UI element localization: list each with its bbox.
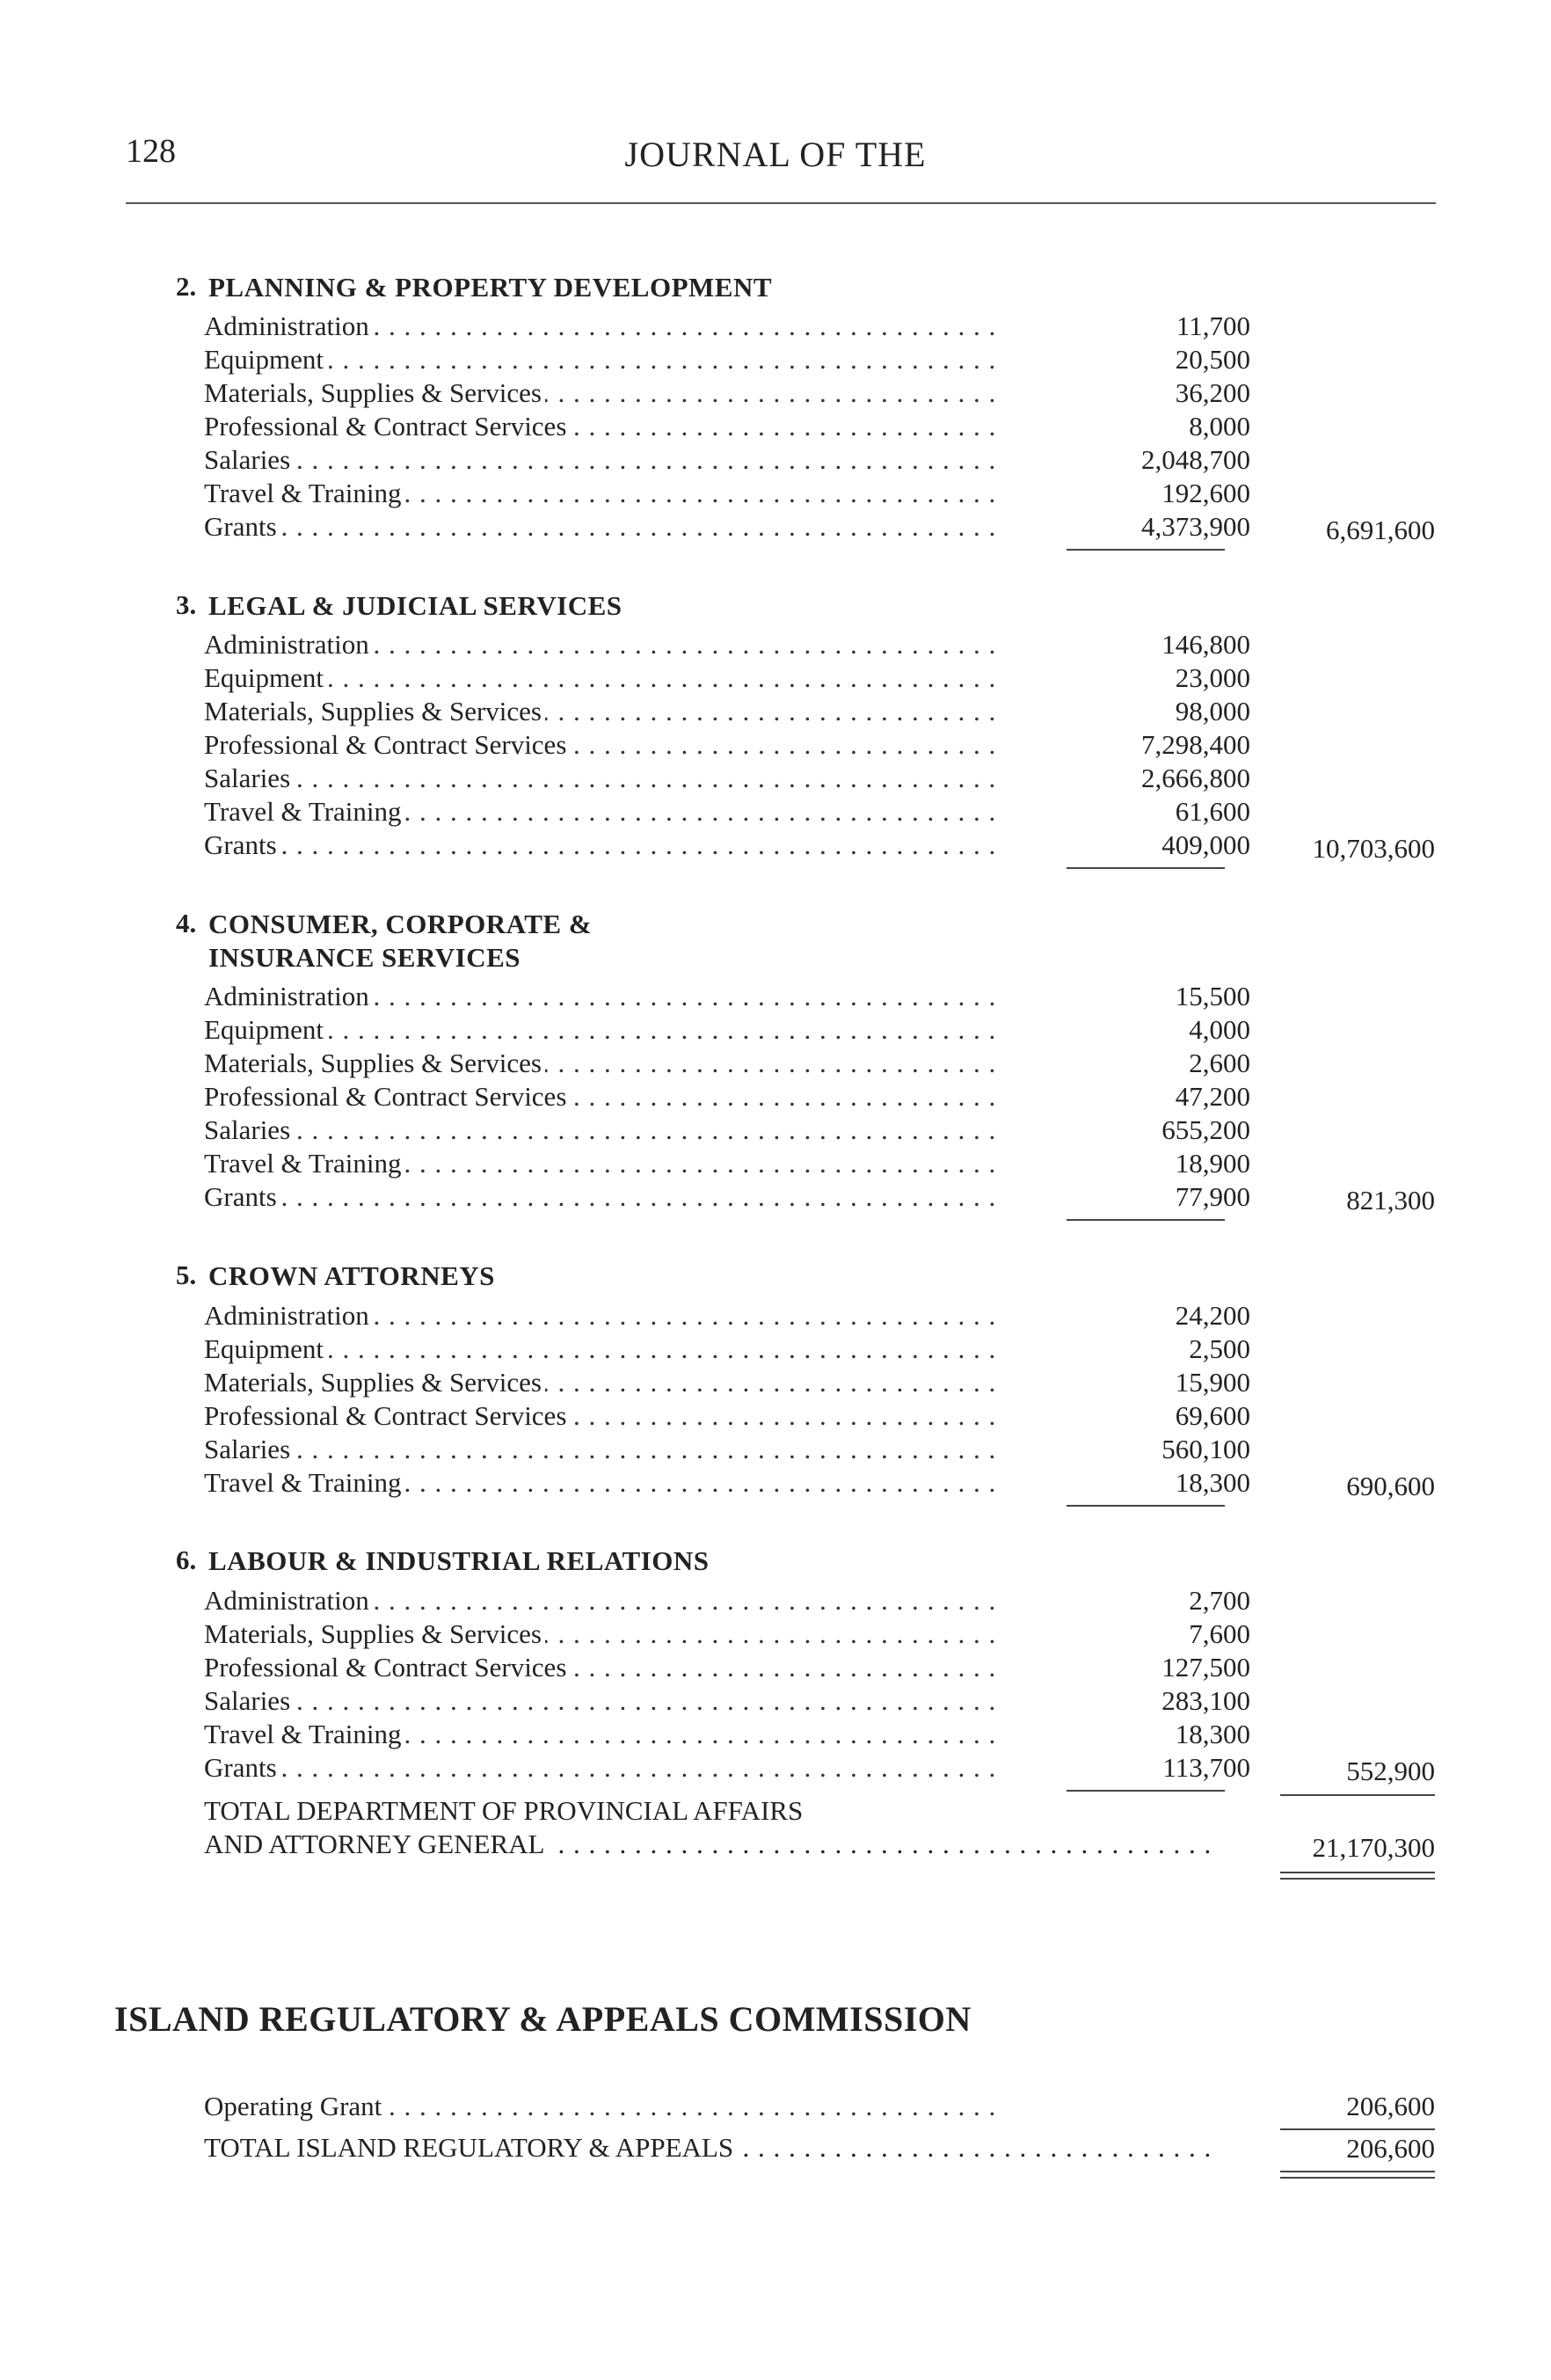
page-header bbox=[0, 132, 1551, 185]
item-amount: 283,100 bbox=[1161, 1685, 1250, 1716]
section-total: 552,900 bbox=[1346, 1756, 1435, 1786]
section-total: 690,600 bbox=[1346, 1471, 1435, 1501]
item-label: Equipment bbox=[204, 344, 327, 375]
line-item bbox=[204, 796, 1470, 829]
department-total-label-line2: AND ATTORNEY GENERAL bbox=[204, 1829, 549, 1859]
section-total: 821,300 bbox=[1346, 1185, 1435, 1216]
item-label: Equipment bbox=[204, 662, 327, 693]
item-amount: 15,500 bbox=[1175, 981, 1250, 1011]
subtotal-rule bbox=[1067, 1790, 1225, 1792]
line-item bbox=[204, 411, 1470, 444]
item-label: Professional & Contract Services bbox=[204, 1081, 570, 1112]
subtotal-rule bbox=[1067, 549, 1225, 551]
item-amount: 127,500 bbox=[1161, 1652, 1250, 1683]
section-total: 6,691,600 bbox=[1326, 515, 1435, 545]
section-title bbox=[208, 908, 592, 975]
item-amount: 24,200 bbox=[1175, 1300, 1250, 1331]
section-title: PLANNING & PROPERTY DEVELOPMENT bbox=[208, 272, 773, 303]
item-label: Equipment bbox=[204, 1333, 327, 1364]
item-label: Materials, Supplies & Services bbox=[204, 1048, 545, 1078]
section-number: 2. bbox=[176, 271, 197, 302]
item-label: Grants bbox=[204, 1752, 280, 1783]
section-number: 3. bbox=[176, 589, 197, 620]
item-label: Salaries bbox=[204, 1114, 294, 1145]
line-item bbox=[204, 1014, 1470, 1048]
line-item bbox=[204, 344, 1470, 377]
item-label: Grants bbox=[204, 829, 280, 860]
line-item bbox=[204, 1719, 1470, 1752]
double-rule bbox=[1280, 2171, 1435, 2179]
item-label: Administration bbox=[204, 310, 373, 341]
item-label: Professional & Contract Services bbox=[204, 729, 570, 760]
item-label: Grants bbox=[204, 511, 280, 542]
section-title: CROWN ATTORNEYS bbox=[208, 1260, 495, 1291]
item-label: Equipment bbox=[204, 1014, 327, 1045]
item-amount: 18,900 bbox=[1175, 1148, 1250, 1179]
line-item bbox=[204, 763, 1470, 796]
line-item bbox=[204, 1048, 1470, 1081]
item-label: Administration bbox=[204, 1300, 373, 1331]
item-label: Travel & Training bbox=[204, 1148, 405, 1179]
line-item bbox=[204, 1652, 1470, 1685]
line-item bbox=[204, 1114, 1470, 1148]
item-label: Salaries bbox=[204, 1685, 294, 1716]
commission-title: ISLAND REGULATORY & APPEALS COMMISSION bbox=[114, 1999, 972, 2039]
item-amount: 36,200 bbox=[1175, 377, 1250, 408]
line-item bbox=[204, 310, 1470, 344]
item-amount: 15,900 bbox=[1175, 1367, 1250, 1398]
item-label: Salaries bbox=[204, 444, 294, 475]
line-item bbox=[204, 1618, 1470, 1652]
item-label: Materials, Supplies & Services bbox=[204, 377, 545, 408]
item-amount: 409,000 bbox=[1161, 829, 1250, 860]
section-title-line: CONSUMER, CORPORATE & bbox=[208, 909, 593, 939]
item-amount: 4,373,900 bbox=[1141, 511, 1250, 542]
department-total-amount: 21,170,300 bbox=[1312, 1832, 1435, 1863]
department-total-label-line1: TOTAL DEPARTMENT OF PROVINCIAL AFFAIRS bbox=[204, 1795, 804, 1826]
item-amount: 77,900 bbox=[1175, 1181, 1250, 1212]
line-item bbox=[204, 444, 1470, 478]
item-label: Salaries bbox=[204, 763, 294, 793]
item-amount: 47,200 bbox=[1175, 1081, 1250, 1112]
commission-total-amount: 206,600 bbox=[1346, 2133, 1435, 2164]
section-number: 5. bbox=[176, 1259, 197, 1290]
section-title: LEGAL & JUDICIAL SERVICES bbox=[208, 590, 623, 621]
subtotal-rule bbox=[1067, 867, 1225, 869]
line-item bbox=[204, 1148, 1470, 1181]
line-item bbox=[204, 662, 1470, 696]
item-label: Travel & Training bbox=[204, 478, 405, 508]
line-item bbox=[204, 377, 1470, 411]
line-item bbox=[204, 1434, 1470, 1467]
line-item bbox=[204, 478, 1470, 511]
item-amount: 560,100 bbox=[1161, 1434, 1250, 1464]
item-amount: 18,300 bbox=[1175, 1719, 1250, 1749]
item-amount: 2,600 bbox=[1189, 1048, 1250, 1078]
line-item bbox=[204, 1300, 1470, 1333]
page-number: 128 bbox=[126, 133, 176, 170]
item-label: Materials, Supplies & Services bbox=[204, 1618, 545, 1649]
subtotal-rule bbox=[1067, 1219, 1225, 1221]
item-label: Administration bbox=[204, 981, 373, 1011]
commission-total-label: TOTAL ISLAND REGULATORY & APPEALS bbox=[204, 2132, 737, 2163]
item-label: Salaries bbox=[204, 1434, 294, 1464]
line-item bbox=[204, 1685, 1470, 1719]
item-amount: 8,000 bbox=[1189, 411, 1250, 442]
line-item bbox=[204, 1367, 1470, 1400]
item-amount: 192,600 bbox=[1161, 478, 1250, 508]
double-rule bbox=[1280, 1872, 1435, 1880]
item-label: Professional & Contract Services bbox=[204, 1652, 570, 1683]
section-total: 10,703,600 bbox=[1312, 833, 1435, 864]
section-number: 4. bbox=[176, 908, 197, 938]
line-item bbox=[204, 1081, 1470, 1114]
section-title-line: INSURANCE SERVICES bbox=[208, 942, 521, 973]
item-label: Travel & Training bbox=[204, 1467, 405, 1498]
line-item bbox=[204, 981, 1470, 1014]
item-amount: 23,000 bbox=[1175, 662, 1250, 693]
item-label: Materials, Supplies & Services bbox=[204, 696, 545, 726]
line-item bbox=[204, 1400, 1470, 1434]
line-item bbox=[204, 696, 1470, 729]
item-amount: 2,700 bbox=[1189, 1585, 1250, 1616]
running-head: JOURNAL OF THE bbox=[624, 135, 927, 174]
item-amount: 7,298,400 bbox=[1141, 729, 1250, 760]
operating-grant-amount: 206,600 bbox=[1346, 2091, 1435, 2121]
item-amount: 4,000 bbox=[1189, 1014, 1250, 1045]
total-rule bbox=[1280, 2128, 1435, 2130]
item-label: Travel & Training bbox=[204, 796, 405, 827]
operating-grant-label: Operating Grant bbox=[204, 2091, 385, 2121]
item-amount: 655,200 bbox=[1161, 1114, 1250, 1145]
item-label: Grants bbox=[204, 1181, 280, 1212]
header-rule bbox=[126, 202, 1436, 204]
item-amount: 61,600 bbox=[1175, 796, 1250, 827]
item-label: Administration bbox=[204, 629, 373, 660]
item-label: Travel & Training bbox=[204, 1719, 405, 1749]
item-label: Professional & Contract Services bbox=[204, 1400, 570, 1431]
item-label: Materials, Supplies & Services bbox=[204, 1367, 545, 1398]
subtotal-rule bbox=[1067, 1505, 1225, 1507]
line-item bbox=[204, 629, 1470, 662]
section-title: LABOUR & INDUSTRIAL RELATIONS bbox=[208, 1545, 710, 1576]
total-rule bbox=[1280, 1794, 1435, 1796]
item-amount: 2,666,800 bbox=[1141, 763, 1250, 793]
line-item bbox=[204, 1585, 1470, 1618]
item-amount: 20,500 bbox=[1175, 344, 1250, 375]
item-amount: 2,048,700 bbox=[1141, 444, 1250, 475]
item-amount: 113,700 bbox=[1162, 1752, 1250, 1783]
item-amount: 69,600 bbox=[1175, 1400, 1250, 1431]
item-amount: 7,600 bbox=[1189, 1618, 1250, 1649]
item-label: Administration bbox=[204, 1585, 373, 1616]
line-item bbox=[204, 729, 1470, 763]
item-amount: 2,500 bbox=[1189, 1333, 1250, 1364]
section-number: 6. bbox=[176, 1544, 197, 1575]
line-item bbox=[204, 1333, 1470, 1367]
item-amount: 98,000 bbox=[1175, 696, 1250, 726]
item-amount: 18,300 bbox=[1175, 1467, 1250, 1498]
item-amount: 11,700 bbox=[1176, 310, 1250, 341]
item-label: Professional & Contract Services bbox=[204, 411, 570, 442]
item-amount: 146,800 bbox=[1161, 629, 1250, 660]
